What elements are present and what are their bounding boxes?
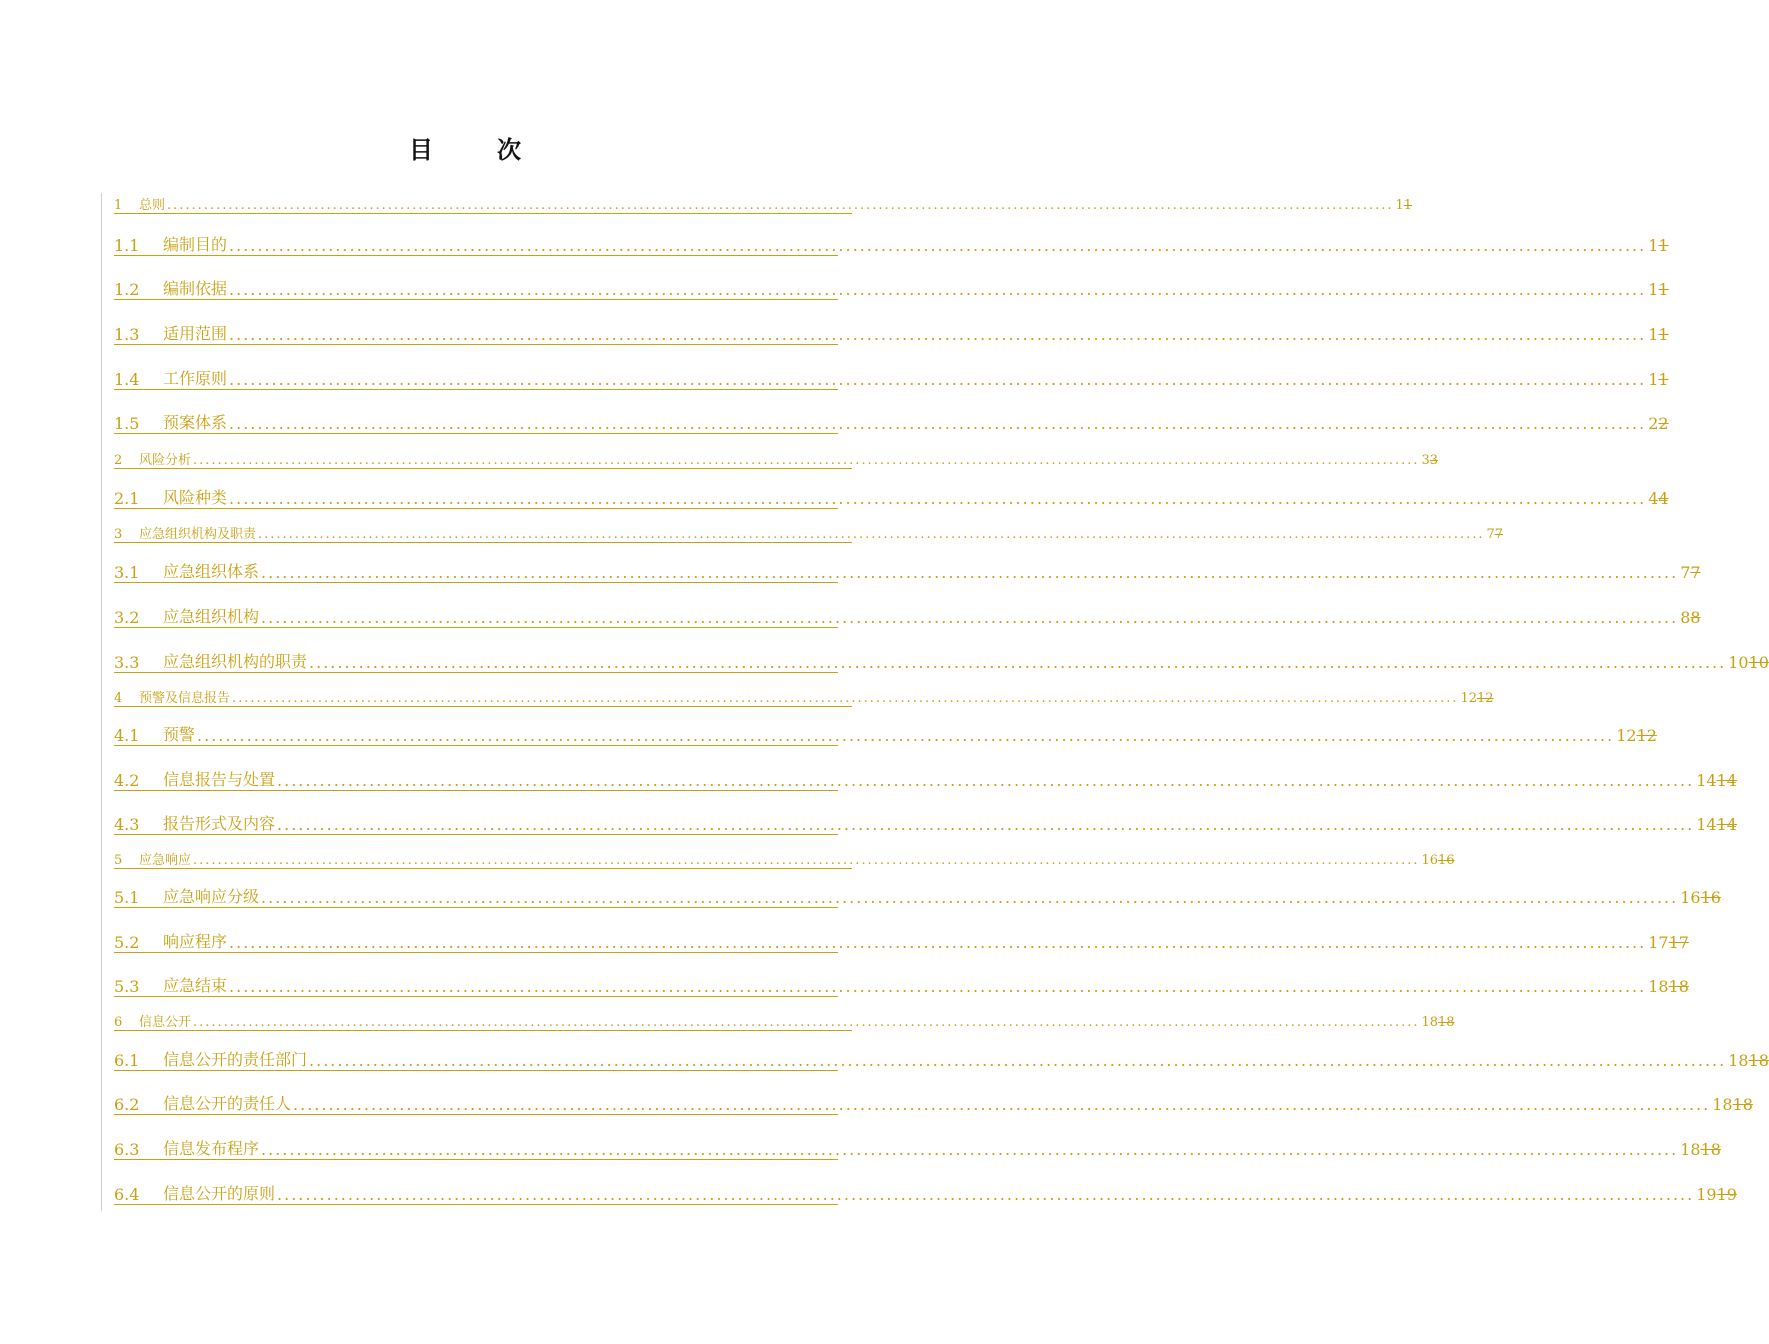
toc-entry-title: 风险分析 (139, 453, 192, 468)
toc-page-current: 18 (1728, 1051, 1749, 1070)
toc-entry-number: 2.1 (114, 489, 140, 508)
toc-entry[interactable] (114, 603, 1701, 628)
toc-dot-leader: ........................................................................................................................................................................................................ (261, 563, 1679, 582)
toc-entry-number: 3.1 (114, 563, 140, 582)
toc-page-deleted: 18 (1732, 1095, 1753, 1114)
toc-page-current: 7 (1680, 563, 1691, 582)
toc-entry[interactable] (114, 365, 1669, 390)
toc-entry-number: 1.3 (114, 325, 140, 344)
toc-page-deleted: 1 (1658, 236, 1669, 255)
toc-dot-leader: ........................................................................................................................................................................................................ (309, 1051, 1727, 1070)
toc-entry-number: 1.2 (114, 280, 140, 299)
toc-page-deleted: 18 (1438, 1015, 1455, 1030)
toc-dot-leader: ........................................................................................................................................................................................................ (229, 489, 1647, 508)
toc-page-deleted: 14 (1716, 771, 1737, 790)
toc-entry-title: 风险种类 (163, 488, 228, 507)
toc-page-deleted: 4 (1658, 489, 1669, 508)
toc-entry[interactable] (114, 686, 1494, 707)
toc-page-deleted: 17 (1668, 933, 1689, 952)
toc-entry-number: 1.5 (114, 414, 140, 433)
toc-entry[interactable] (114, 231, 1669, 256)
toc-page-deleted: 12 (1477, 691, 1494, 706)
toc-page-current: 1 (1648, 370, 1659, 389)
toc-entry-number: 6 (114, 1015, 123, 1030)
toc-page-current: 12 (1460, 691, 1478, 706)
toc-page-current: 19 (1696, 1185, 1717, 1204)
toc-page-number (1728, 1051, 1769, 1070)
toc-page-current: 1 (1395, 198, 1404, 213)
toc-entry-title: 应急组织体系 (163, 562, 260, 581)
toc-dot-leader: ........................................................................................................................................................................................................ (309, 653, 1727, 672)
toc-entry[interactable] (114, 522, 1504, 543)
toc-page-deleted: 8 (1690, 608, 1701, 627)
toc-entry[interactable] (114, 721, 1657, 746)
toc-page-current: 7 (1486, 527, 1495, 542)
toc-page-number (1696, 771, 1737, 790)
toc-entry[interactable] (114, 766, 1737, 791)
toc-page-current: 12 (1616, 726, 1637, 745)
toc-page-number (1696, 815, 1737, 834)
toc-entry-title: 预警及信息报告 (139, 691, 231, 706)
toc-dot-leader: ........................................................................................................................................................................................................ (277, 771, 1695, 790)
toc-dot-leader: ........................................................................................................................................................................................................ (193, 453, 1420, 468)
toc-entry-title: 应急组织机构及职责 (139, 527, 257, 542)
toc-entry-title: 总则 (139, 198, 166, 213)
toc-page-current: 8 (1680, 608, 1691, 627)
toc-dot-leader: ........................................................................................................................................................................................................ (167, 198, 1394, 213)
table-of-contents (101, 193, 1769, 1211)
toc-dot-leader: ........................................................................................................................................................................................................ (229, 236, 1647, 255)
toc-entry[interactable] (114, 448, 1439, 469)
toc-entry-title: 信息公开 (139, 1015, 192, 1030)
toc-page-deleted: 18 (1748, 1051, 1769, 1070)
toc-entry[interactable] (114, 1180, 1737, 1205)
toc-page-current: 14 (1696, 771, 1717, 790)
toc-page-current: 3 (1421, 453, 1430, 468)
toc-page-number (1712, 1095, 1753, 1114)
toc-page-current: 16 (1680, 888, 1701, 907)
toc-page-deleted: 1 (1658, 280, 1669, 299)
toc-entry[interactable] (114, 1135, 1721, 1160)
toc-page-deleted: 7 (1494, 527, 1504, 542)
toc-page-number (1680, 888, 1721, 907)
toc-page-deleted: 1 (1658, 370, 1669, 389)
toc-entry[interactable] (114, 1090, 1753, 1115)
toc-dot-leader: ........................................................................................................................................................................................................ (261, 888, 1679, 907)
toc-page-number (1680, 563, 1700, 582)
toc-entry-title: 信息公开的原则 (163, 1184, 276, 1203)
toc-page-deleted: 3 (1429, 453, 1439, 468)
toc-entry-number: 6.4 (114, 1185, 140, 1204)
toc-entry-number: 2 (114, 453, 123, 468)
toc-page-number (1486, 527, 1503, 542)
toc-entry-title: 应急组织机构的职责 (163, 652, 308, 671)
toc-entry[interactable] (114, 484, 1669, 509)
toc-entry-number: 4.2 (114, 771, 140, 790)
toc-dot-leader: ........................................................................................................................................................................................................ (261, 1140, 1679, 1159)
toc-page-current: 2 (1648, 414, 1659, 433)
toc-entry-title: 响应程序 (163, 932, 228, 951)
toc-entry[interactable] (114, 1010, 1455, 1031)
toc-dot-leader: ........................................................................................................................................................................................................ (229, 325, 1647, 344)
toc-entry-title: 信息发布程序 (163, 1139, 260, 1158)
toc-page-deleted: 16 (1438, 853, 1455, 868)
toc-dot-leader: ........................................................................................................................................................................................................ (193, 853, 1420, 868)
toc-entry[interactable] (114, 558, 1701, 583)
toc-page-number (1648, 933, 1689, 952)
toc-entry-title: 应急响应分级 (163, 887, 260, 906)
toc-page-deleted: 10 (1748, 653, 1769, 672)
toc-entry-number: 1.4 (114, 370, 140, 389)
toc-dot-leader: ........................................................................................................................................................................................................ (193, 1015, 1420, 1030)
toc-entry[interactable] (114, 648, 1769, 673)
toc-page-deleted: 18 (1700, 1140, 1721, 1159)
toc-entry-title: 信息公开的责任人 (163, 1094, 292, 1113)
toc-entry-title: 信息报告与处置 (163, 770, 276, 789)
toc-page-number (1648, 414, 1668, 433)
toc-entry-number: 4 (114, 691, 123, 706)
toc-entry-title: 预警 (163, 725, 196, 744)
toc-page-deleted: 1 (1658, 325, 1669, 344)
toc-entry-number: 1.1 (114, 236, 140, 255)
toc-dot-leader: ........................................................................................................................................................................................................ (261, 608, 1679, 627)
toc-page-deleted: 1 (1403, 198, 1413, 213)
toc-entry[interactable] (114, 810, 1737, 835)
toc-page-number (1696, 1185, 1737, 1204)
toc-entry-number: 5.2 (114, 933, 140, 952)
toc-entry-number: 1 (114, 198, 123, 213)
toc-page-deleted: 12 (1636, 726, 1657, 745)
toc-entry-number: 3.2 (114, 608, 140, 627)
toc-dot-leader: ........................................................................................................................................................................................................ (229, 414, 1647, 433)
toc-entry[interactable] (114, 972, 1689, 997)
toc-dot-leader: ........................................................................................................................................................................................................ (197, 726, 1615, 745)
toc-page-current: 1 (1648, 325, 1659, 344)
toc-page-number (1616, 726, 1657, 745)
toc-page-deleted: 16 (1700, 888, 1721, 907)
toc-entry[interactable] (114, 193, 1413, 214)
toc-page-number (1648, 370, 1668, 389)
toc-entry-title: 工作原则 (163, 369, 228, 388)
toc-entry-number: 4.1 (114, 726, 140, 745)
toc-dot-leader: ........................................................................................................................................................................................................ (229, 280, 1647, 299)
toc-dot-leader: ........................................................................................................................................................................................................ (229, 977, 1647, 996)
toc-entry-title: 编制依据 (163, 279, 228, 298)
toc-entry-title: 编制目的 (163, 235, 228, 254)
toc-page-number (1648, 489, 1668, 508)
toc-entry[interactable] (114, 848, 1455, 869)
toc-entry-title: 报告形式及内容 (163, 814, 276, 833)
toc-page-current: 17 (1648, 933, 1669, 952)
toc-entry[interactable] (114, 928, 1689, 953)
toc-page-current: 1 (1648, 280, 1659, 299)
toc-page-current: 18 (1712, 1095, 1733, 1114)
toc-page-current: 18 (1648, 977, 1669, 996)
toc-entry-number: 5.1 (114, 888, 140, 907)
toc-page-number (1648, 236, 1668, 255)
toc-entry[interactable] (114, 275, 1669, 300)
toc-dot-leader: ........................................................................................................................................................................................................ (229, 933, 1647, 952)
toc-entry-number: 5.3 (114, 977, 140, 996)
toc-entry-title: 应急组织机构 (163, 607, 260, 626)
toc-entry-number: 6.1 (114, 1051, 140, 1070)
toc-entry-number: 3 (114, 527, 123, 542)
toc-page-number (1395, 198, 1412, 213)
toc-page-deleted: 19 (1716, 1185, 1737, 1204)
toc-title: 目 次 (409, 135, 541, 164)
toc-entry-title: 应急响应 (139, 853, 192, 868)
toc-entry-number: 6.2 (114, 1095, 140, 1114)
toc-entry[interactable] (114, 409, 1669, 434)
toc-dot-leader: ........................................................................................................................................................................................................ (293, 1095, 1711, 1114)
toc-entry-number: 6.3 (114, 1140, 140, 1159)
toc-page-current: 10 (1728, 653, 1749, 672)
toc-entry-title: 适用范围 (163, 324, 228, 343)
toc-page-number (1421, 853, 1454, 868)
toc-page-number (1648, 280, 1668, 299)
toc-dot-leader: ........................................................................................................................................................................................................ (277, 1185, 1695, 1204)
toc-entry-title: 应急结束 (163, 976, 228, 995)
toc-page-number (1648, 325, 1668, 344)
toc-entry-number: 4.3 (114, 815, 140, 834)
toc-entry[interactable] (114, 1046, 1769, 1071)
toc-page-number (1648, 977, 1689, 996)
toc-entry-number: 3.3 (114, 653, 140, 672)
toc-page-number (1680, 608, 1700, 627)
toc-dot-leader: ........................................................................................................................................................................................................ (232, 691, 1459, 706)
toc-page-current: 4 (1648, 489, 1659, 508)
toc-page-number (1680, 1140, 1721, 1159)
toc-entry-title: 预案体系 (163, 413, 228, 432)
toc-page-deleted: 18 (1668, 977, 1689, 996)
toc-entry[interactable] (114, 883, 1721, 908)
toc-page-number (1421, 1015, 1454, 1030)
toc-entry-title: 信息公开的责任部门 (163, 1050, 308, 1069)
toc-page-deleted: 14 (1716, 815, 1737, 834)
toc-page-current: 16 (1421, 853, 1439, 868)
toc-entry[interactable] (114, 320, 1669, 345)
toc-dot-leader: ........................................................................................................................................................................................................ (258, 527, 1485, 542)
toc-page-deleted: 2 (1658, 414, 1669, 433)
toc-page-current: 18 (1680, 1140, 1701, 1159)
toc-page-number (1421, 453, 1438, 468)
toc-dot-leader: ........................................................................................................................................................................................................ (229, 370, 1647, 389)
toc-page-number (1460, 691, 1493, 706)
toc-page-number (1728, 653, 1769, 672)
toc-page-current: 1 (1648, 236, 1659, 255)
toc-entry-number: 5 (114, 853, 123, 868)
toc-dot-leader: ........................................................................................................................................................................................................ (277, 815, 1695, 834)
toc-page-deleted: 7 (1690, 563, 1701, 582)
toc-page-current: 18 (1421, 1015, 1439, 1030)
toc-page-current: 14 (1696, 815, 1717, 834)
